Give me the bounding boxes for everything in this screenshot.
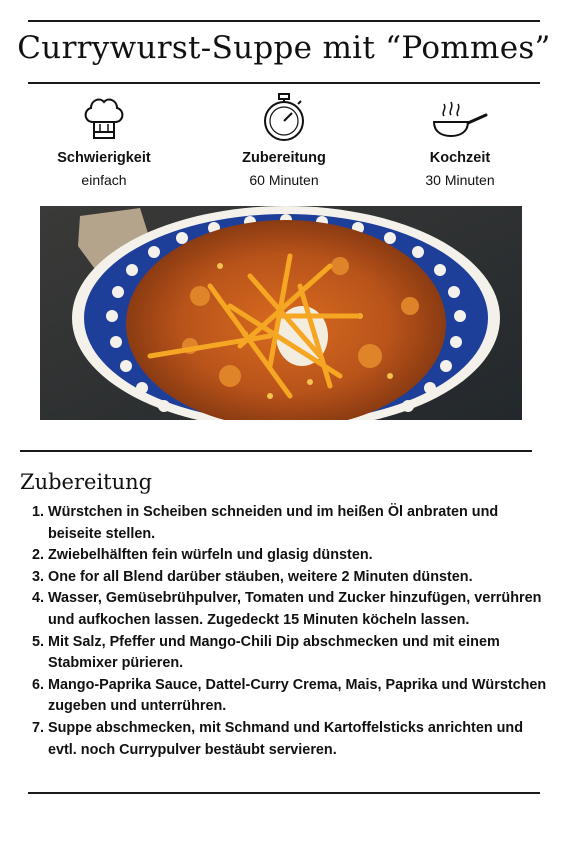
chef-hat-icon xyxy=(34,92,174,142)
top-rule xyxy=(28,20,540,22)
info-prep xyxy=(214,92,354,188)
list-item: 4. Wasser, Gemüsebrühpulver, Tomaten und Zucker hinzufügen, verrühren und aufkochen lassen. Zugedeckt 15 Minuten köcheln lassen. xyxy=(48,588,548,631)
list-item: 5. Mit Salz, Pfeffer und Mango-Chili Dip abschmecken und mit einem Stabmixer pürieren. xyxy=(48,632,548,675)
info-label: Zubereitung xyxy=(242,150,326,166)
bottom-rule xyxy=(28,792,540,794)
list-item: 6. Mango-Paprika Sauce, Dattel-Curry Crema, Mais, Paprika und Würstchen zugeben und unterrühren. xyxy=(48,675,548,718)
list-item: 1. Würstchen in Scheiben schneiden und im heißen Öl anbraten und beiseite stellen. xyxy=(48,502,548,545)
info-value: 60 Minuten xyxy=(249,172,319,188)
recipe-title: Currywurst-Suppe mit “Pommes” xyxy=(17,30,551,66)
list-item: 2. Zwiebelhälften fein würfeln und glasig dünsten. xyxy=(48,545,548,567)
soup-bowl-photo xyxy=(40,206,522,420)
info-label: Kochzeit xyxy=(429,150,491,166)
info-value: einfach xyxy=(81,172,127,188)
frying-pan-icon xyxy=(390,92,530,142)
title-underline xyxy=(28,82,540,84)
info-value: 30 Minuten xyxy=(425,172,495,188)
list-item: 7. Suppe abschmecken, mit Schmand und Kartoffelsticks anrichten und evtl. noch Currypulver bestäubt servieren. xyxy=(48,718,548,761)
info-label: Schwierigkeit xyxy=(57,150,151,166)
info-difficulty xyxy=(34,92,174,188)
info-cooktime xyxy=(390,92,530,188)
section-title: Zubereitung xyxy=(20,470,153,494)
section-rule xyxy=(20,450,532,452)
steps-list xyxy=(26,502,548,761)
stopwatch-icon xyxy=(214,92,354,142)
list-item: 3. One for all Blend darüber stäuben, weitere 2 Minuten dünsten. xyxy=(48,567,548,589)
